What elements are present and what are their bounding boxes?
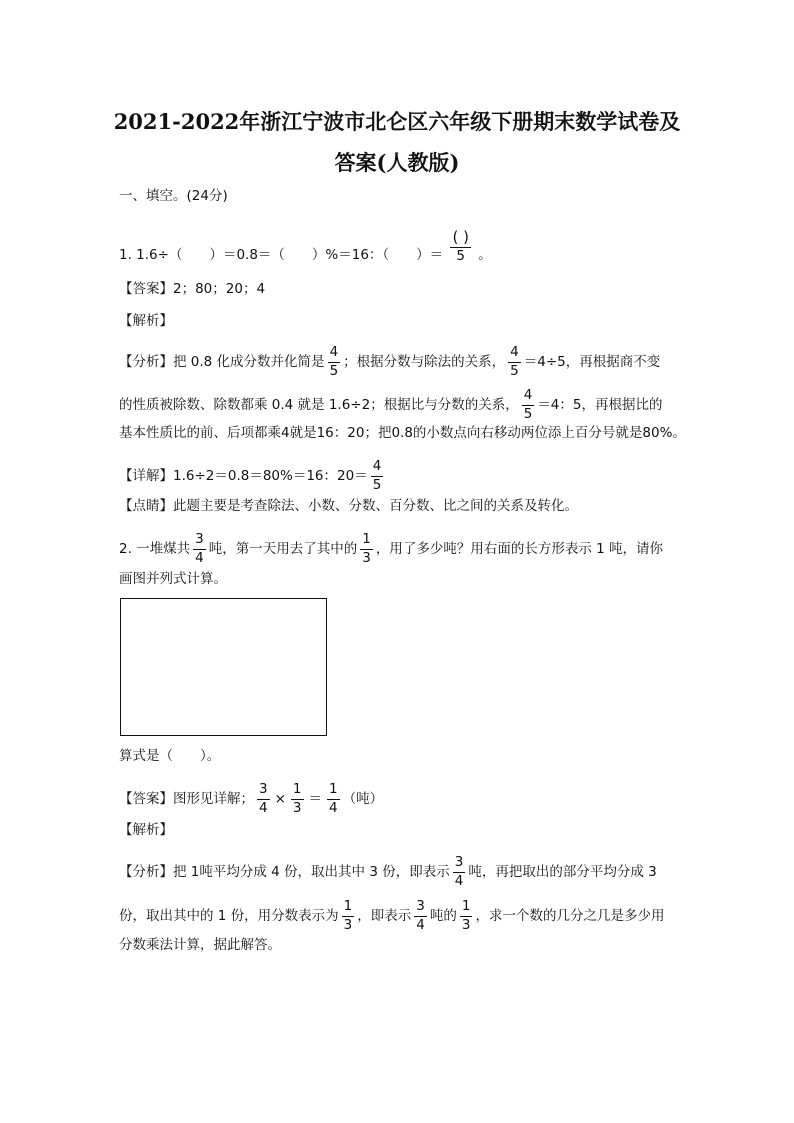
analysis-1-line-1 [119, 346, 660, 378]
text-run: 【分析】把 1吨平均分成 4 份，取出其中 3 份，即表示 [119, 864, 450, 880]
fraction-numerator: 3 [257, 783, 270, 800]
text-run: 吨，第一天用去了其中的 [208, 541, 358, 557]
text-run: 份，取出其中的 1 份，用分数表示为 [119, 908, 339, 924]
fraction-numerator: 1 [342, 900, 355, 917]
fraction-denominator: 5 [456, 248, 466, 264]
question-2-line-1 [119, 533, 663, 565]
fraction-4-5 [328, 346, 341, 378]
fraction-denominator: 5 [372, 476, 382, 493]
fraction-4-5 [371, 460, 384, 492]
title-line-2: 答案(人教版) [334, 150, 460, 175]
fraction-numerator: 1 [360, 533, 373, 550]
analysis-2-line-1 [119, 856, 657, 888]
analysis-1-line-3: 基本性质比的前、后项都乘4就是16：20；把0.8的小数点向右移动两位添上百分号就是80%。 [119, 425, 686, 441]
fraction-denominator: 5 [329, 362, 339, 379]
drawing-rectangle[interactable] [120, 598, 327, 736]
question-1 [119, 228, 492, 272]
text-run: （吨） [342, 791, 384, 807]
fraction-denominator: 3 [292, 799, 302, 816]
text-run: ＝4÷5，再根据商不变 [523, 354, 661, 370]
blank-fraction [450, 230, 470, 264]
text-run: 吨的 [429, 908, 457, 924]
text-run: ，求一个数的几分之几是多少用 [475, 908, 665, 924]
fraction-denominator: 3 [362, 549, 371, 566]
fraction-3-4 [257, 783, 270, 815]
fraction-denominator: 4 [416, 916, 425, 933]
fraction-3-4 [414, 900, 427, 932]
text-run: 【答案】图形见详解； [119, 791, 254, 807]
fraction-numerator: 4 [522, 389, 535, 406]
fraction-3-4 [453, 856, 466, 888]
text-run: 【分析】把 0.8 化成分数并化简是 [119, 354, 325, 370]
answer-2 [119, 783, 383, 815]
text-run: 的性质被除数、除数都乘 0.4 就是 1.6÷2；根据比与分数的关系， [119, 397, 519, 413]
fraction-numerator: 1 [291, 783, 304, 800]
fraction-1-3 [342, 900, 355, 932]
section-heading: 一、填空。(24分) [119, 188, 228, 204]
question-1-text: 1. 1.6÷（ ）＝0.8＝（ ）%＝16：（ ）＝ [119, 246, 444, 263]
formula-line: 算式是（ ）。 [119, 748, 221, 764]
text-run: ＝4：5，再根据比的 [537, 397, 663, 413]
fraction-numerator: 4 [371, 460, 384, 477]
analysis-label-1: 【解析】 [119, 313, 173, 329]
fraction-1-3 [291, 783, 304, 815]
fraction-denominator: 5 [510, 362, 519, 379]
fraction-numerator: 3 [193, 533, 206, 550]
title-line-1: 2021-2022年浙江宁波市北仑区六年级下册期末数学试卷及 [113, 109, 681, 134]
fraction-numerator: 3 [453, 856, 466, 873]
fraction-1-3 [360, 533, 373, 565]
fraction-3-4 [193, 533, 206, 565]
fraction-1-3 [460, 900, 473, 932]
text-run: 吨，再把取出的部分平均分成 3 [468, 864, 657, 880]
analysis-label-2: 【解析】 [119, 822, 173, 838]
fraction-4-5 [508, 346, 521, 378]
fraction-1-4 [327, 783, 340, 815]
fraction-denominator: 3 [461, 916, 471, 933]
analysis-2-line-2 [119, 900, 664, 932]
dianjing-1: 【点睛】此题主要是考查除法、小数、分数、百分数、比之间的关系及转化。 [119, 498, 578, 514]
text-run: ，即表示 [357, 908, 412, 924]
fraction-numerator: 3 [414, 900, 427, 917]
fraction-numerator: 1 [460, 900, 473, 917]
text-run: 2. 一堆煤共 [119, 541, 191, 557]
question-1-end: 。 [478, 246, 492, 263]
fraction-denominator: 4 [329, 799, 338, 816]
analysis-1-line-2 [119, 389, 663, 421]
fraction-denominator: 4 [454, 872, 464, 889]
times-sign: × [274, 791, 286, 807]
equals-sign: ＝ [308, 791, 322, 807]
answer-1: 【答案】2；80；20；4 [119, 281, 266, 297]
fraction-4-5 [522, 389, 535, 421]
question-2-line-2: 画图并列式计算。 [119, 571, 227, 587]
analysis-2-line-3: 分数乘法计算，据此解答。 [119, 937, 281, 953]
fraction-denominator: 4 [259, 799, 268, 816]
fraction-denominator: 5 [523, 405, 533, 422]
text-run: ；根据分数与除法的关系， [343, 354, 506, 370]
detail-1 [119, 460, 386, 492]
fraction-numerator: ( ) [452, 228, 469, 246]
fraction-numerator: 4 [508, 346, 521, 363]
text-run: 【详解】1.6÷2＝0.8＝80%＝16：20＝ [119, 468, 368, 484]
fraction-numerator: 1 [327, 783, 340, 800]
text-run: ，用了多少吨？用右面的长方形表示 1 吨，请你 [375, 541, 664, 557]
fraction-denominator: 4 [195, 549, 204, 566]
fraction-numerator: 4 [328, 346, 341, 363]
fraction-denominator: 3 [343, 916, 353, 933]
